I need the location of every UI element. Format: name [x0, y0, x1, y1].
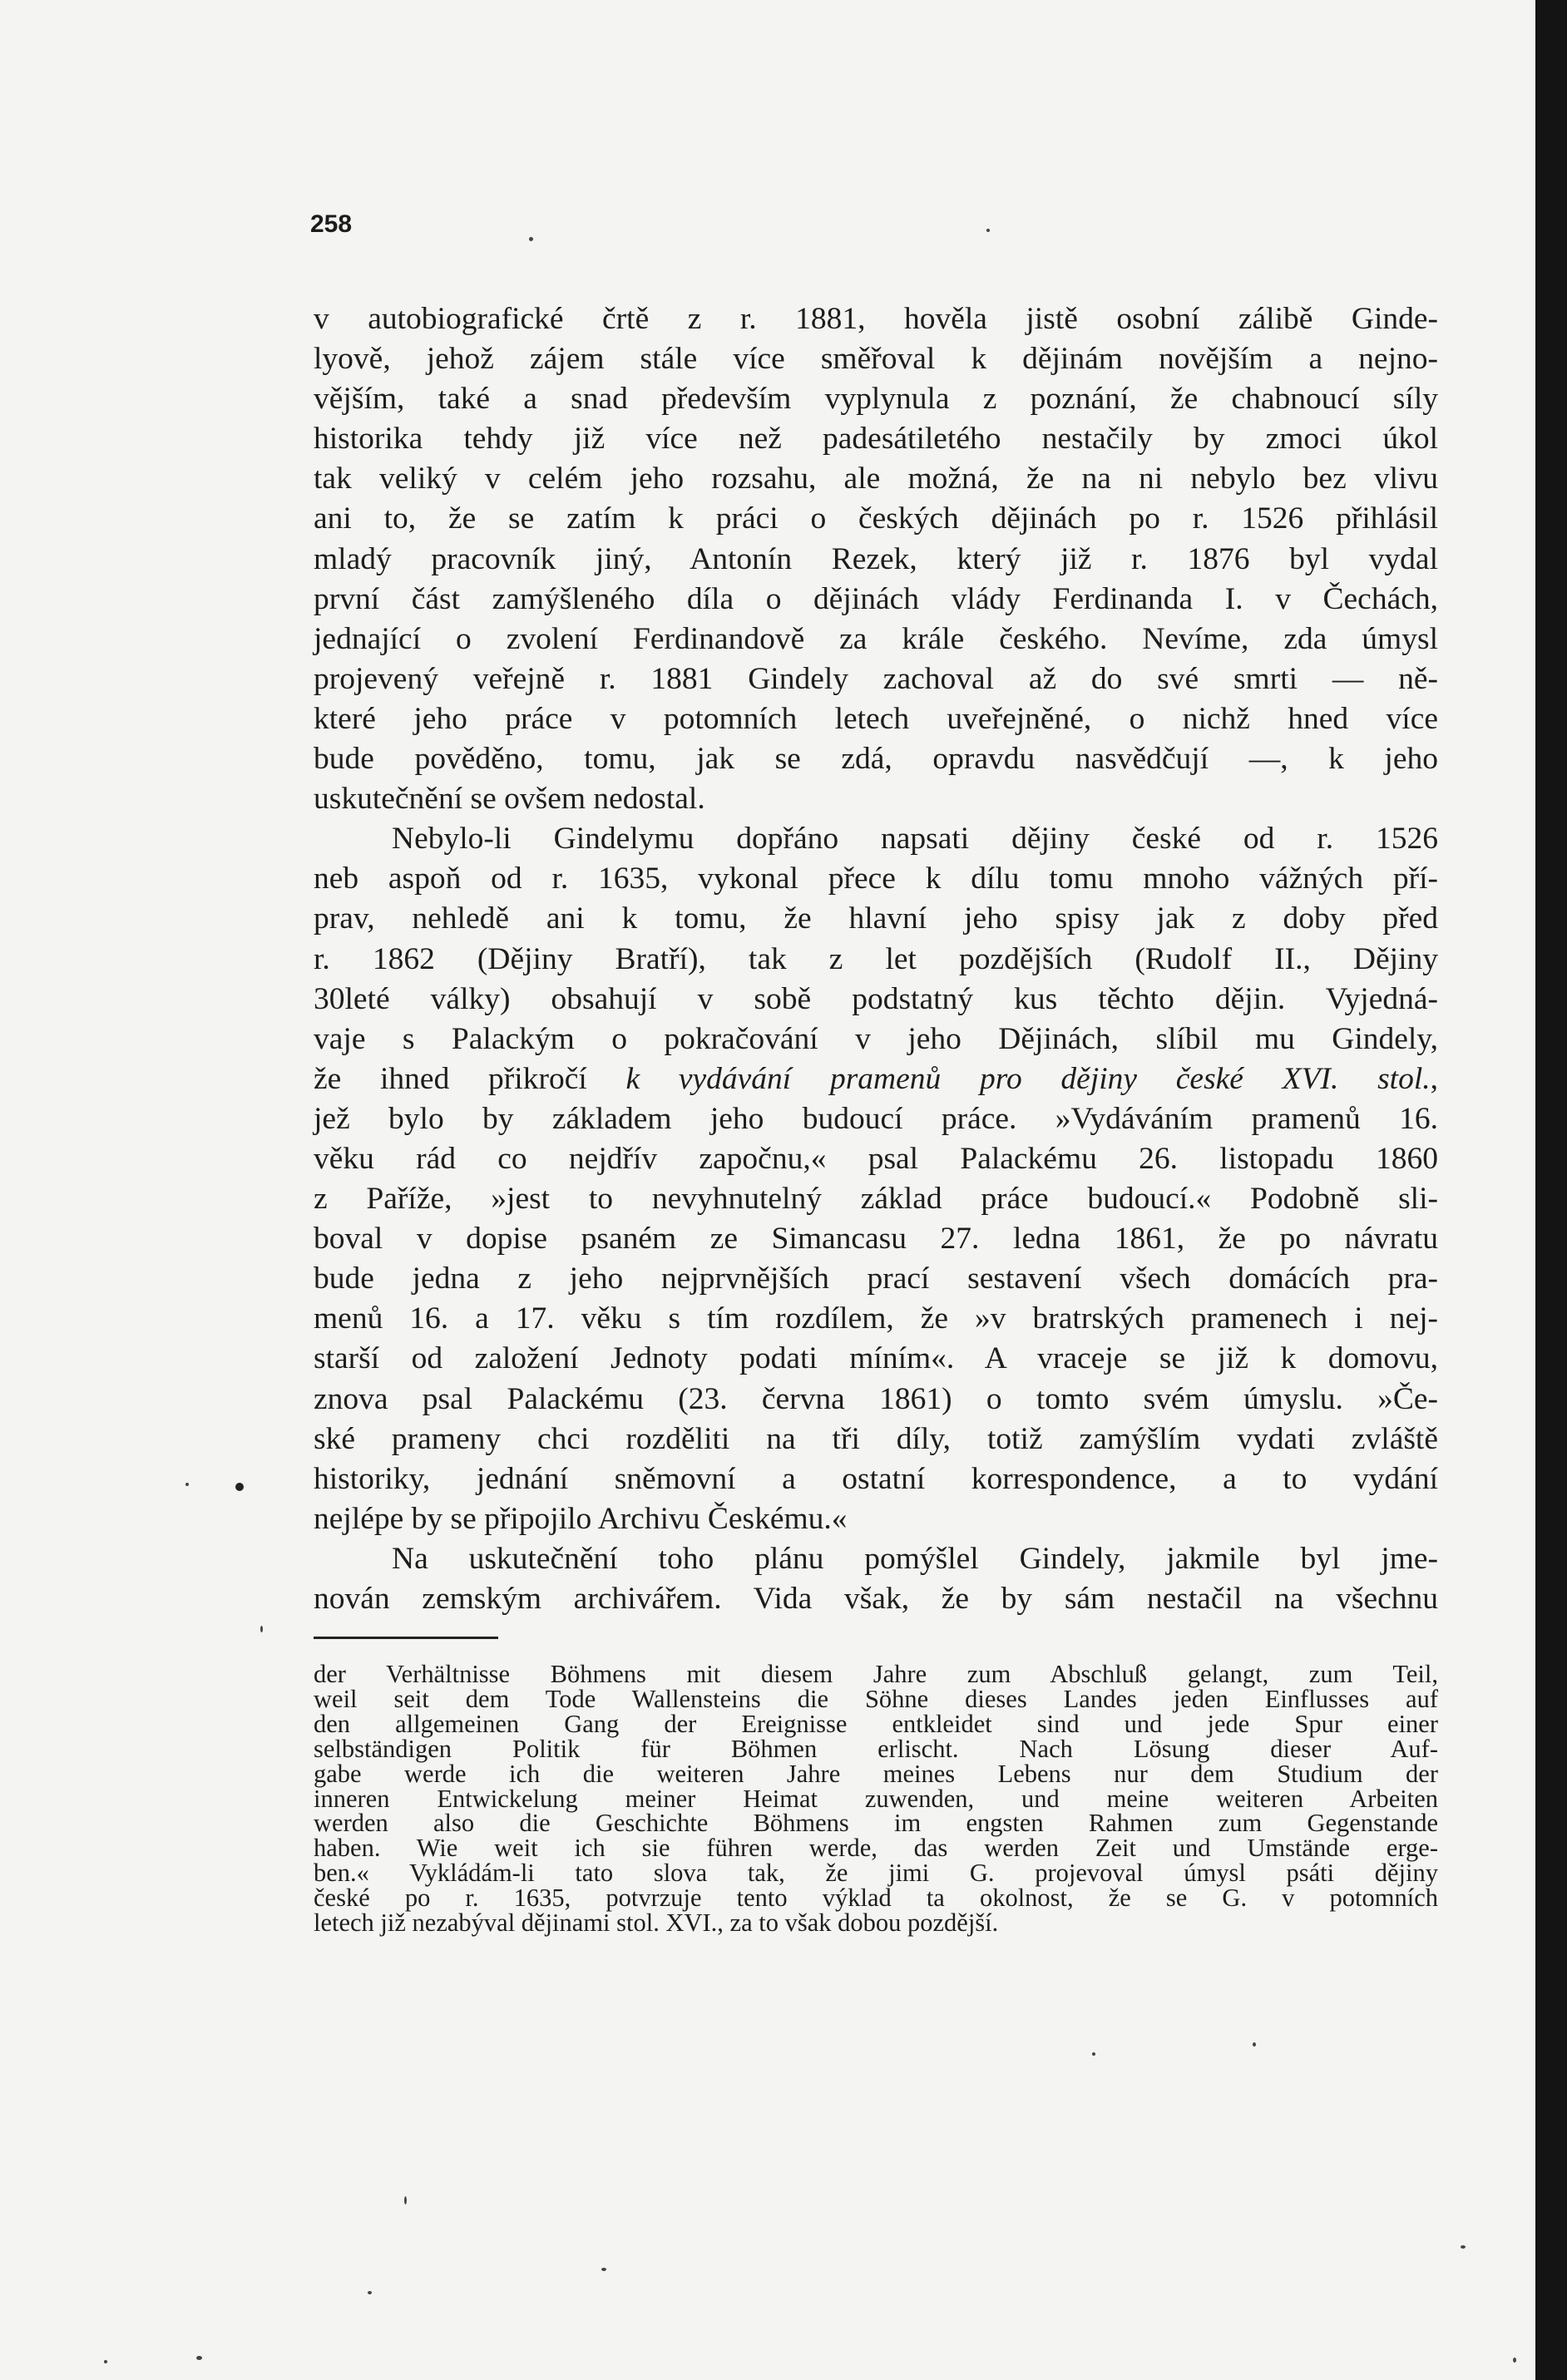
text-line: uskutečnění se ovšem nedostal.	[314, 782, 705, 817]
text-line: historiky, jednání sněmovní a ostatní korrespondence, a to vydání	[314, 1461, 1438, 1496]
italic-prefix: že ihned přikročí	[314, 1061, 626, 1096]
scan-speck	[235, 1483, 244, 1491]
footnote-line: selbständigen Politik für Böhmen erlischt. Nach Lösung dieser Auf-	[314, 1734, 1438, 1763]
text-line: mladý pracovník jiný, Antonín Rezek, který již r. 1876 byl vydal	[314, 541, 1438, 576]
scan-border	[1535, 0, 1567, 2380]
scan-speck	[601, 2268, 606, 2271]
footnote-line: inneren Entwickelung meiner Heimat zuwenden, und meine weiteren Arbeiten	[314, 1784, 1438, 1813]
text-line: nejlépe by se připojilo Archivu Českému.«	[314, 1501, 848, 1536]
paragraph-3	[314, 1539, 1438, 1619]
text-line: Na uskutečnění toho plánu pomýšlel Gindely, jakmile byl jme-	[392, 1541, 1438, 1576]
text-line: ské prameny chci rozděliti na tři díly, totiž zamýšlím vydati zvláště	[314, 1421, 1438, 1456]
text-line: projevený veřejně r. 1881 Gindely zachoval až do své smrti — ně-	[314, 661, 1438, 696]
footnote-line: weil seit dem Tode Wallensteins die Söhne dieses Landes jeden Einflusses auf	[314, 1684, 1438, 1713]
scan-speck	[1092, 2052, 1095, 2056]
text-line: věku rád co nejdřív započnu,« psal Palackému 26. listopadu 1860	[314, 1141, 1438, 1176]
footnote-line: ben.« Vykládám-li tato slova tak, že jimi G. projevoval úmysl psáti dějiny	[314, 1859, 1438, 1888]
scan-speck	[529, 237, 533, 241]
footnote-line: české po r. 1635, potvrzuje tento výklad ta okolnost, že se G. v potomních	[314, 1884, 1438, 1913]
footnote-line: der Verhältnisse Böhmens mit diesem Jahre zum Abschluß gelangt, zum Teil,	[314, 1660, 1438, 1688]
scan-speck	[368, 2291, 372, 2294]
text-line: 30leté války) obsahují v sobě podstatný kus těchto dějin. Vyjedná-	[314, 981, 1438, 1016]
text-line: lyově, jehož zájem stále více směřoval k dějinám novějším a nejno-	[314, 342, 1438, 377]
text-line: z Paříže, »jest to nevyhnutelný základ práce budoucí.« Podobně sli-	[314, 1182, 1438, 1217]
italic-suffix: ,	[1430, 1061, 1439, 1096]
text-line: prav, nehledě ani k tomu, že hlavní jeho spisy jak z doby před	[314, 901, 1438, 936]
footnote-line: gabe werde ich die weiteren Jahre meines Lebens nur dem Studium der	[314, 1759, 1438, 1788]
main-text	[314, 299, 1438, 1619]
text-line: bude pověděno, tomu, jak se zdá, opravdu nasvědčují —, k jeho	[314, 742, 1438, 777]
scan-speck	[104, 2360, 107, 2363]
paragraph-2	[314, 819, 1438, 1539]
text-line: Nebylo-li Gindelymu dopřáno napsati dějiny české od r. 1526	[392, 822, 1438, 857]
text-line: starší od založení Jednoty podati míním«. A vraceje se již k domovu,	[314, 1341, 1438, 1376]
text-line: jednající o zvolení Ferdinandově za krále českého. Nevíme, zda úmysl	[314, 621, 1438, 656]
scan-speck	[196, 2356, 202, 2360]
scan-speck	[404, 2196, 407, 2205]
text-line-italic-phrase	[314, 1059, 1438, 1099]
text-line: ani to, že se zatím k práci o českých dějinách po r. 1526 přihlásil	[314, 501, 1438, 536]
text-line: boval v dopise psaném ze Simancasu 27. ledna 1861, že po návratu	[314, 1222, 1438, 1257]
footnote-line: werden also die Geschichte Böhmens im engsten Rahmen zum Gegenstande	[314, 1809, 1438, 1838]
footnote-line: letech již nezabýval dějinami stol. XVI., za to však dobou pozdější.	[314, 1908, 999, 1938]
scan-speck	[986, 229, 990, 232]
text-line: bude jedna z jeho nejprvnějších prací sestavení všech domácích pra-	[314, 1262, 1438, 1296]
paragraph-1	[314, 299, 1438, 819]
page-number: 258	[310, 210, 353, 238]
text-line: neb aspoň od r. 1635, vykonal přece k dílu tomu mnoho vážných pří-	[314, 862, 1438, 896]
footnote-line: den allgemeinen Gang der Ereignisse entkleidet sind und jede Spur einer	[314, 1709, 1438, 1738]
scan-speck	[185, 1483, 189, 1486]
text-line: jež bylo by základem jeho budoucí práce. »Vydáváním pramenů 16.	[314, 1101, 1438, 1136]
italic-text: k vydávání pramenů pro dějiny české XVI. stol.	[625, 1061, 1431, 1096]
scan-speck	[260, 1626, 263, 1632]
scan-speck	[1253, 2042, 1256, 2047]
text-line: r. 1862 (Dějiny Bratří), tak z let pozdějších (Rudolf II., Dějiny	[314, 941, 1438, 976]
footnote	[314, 1662, 1438, 1936]
footnote-line: haben. Wie weit ich sie führen werde, das werden Zeit und Umstände erge-	[314, 1834, 1438, 1863]
scan-speck	[1461, 2245, 1466, 2249]
text-line: tak veliký v celém jeho rozsahu, ale možná, že na ni nebylo bez vlivu	[314, 462, 1438, 496]
text-line: nován zemským archivářem. Vida však, že by sám nestačil na všechnu	[314, 1582, 1438, 1616]
text-line: které jeho práce v potomních letech uveřejněné, o nichž hned více	[314, 701, 1438, 736]
text-line: vaje s Palackým o pokračování v jeho Dějinách, slíbil mu Gindely,	[314, 1021, 1438, 1056]
text-line: znova psal Palackému (23. června 1861) o tomto svém úmyslu. »Če-	[314, 1381, 1438, 1416]
footnote-separator	[314, 1637, 498, 1639]
scan-speck	[1513, 2358, 1516, 2363]
text-line: vějším, také a snad především vyplynula z poznání, že chabnoucí síly	[314, 382, 1438, 417]
text-line: první část zamýšleného díla o dějinách vlády Ferdinanda I. v Čechách,	[314, 581, 1438, 616]
text-line: v autobiografické črtě z r. 1881, hověla jistě osobní zálibě Ginde-	[314, 302, 1438, 336]
text-line: menů 16. a 17. věku s tím rozdílem, že »v bratrských pramenech i nej-	[314, 1301, 1438, 1336]
text-line: historika tehdy již více než padesátiletého nestačily by zmoci úkol	[314, 422, 1438, 457]
